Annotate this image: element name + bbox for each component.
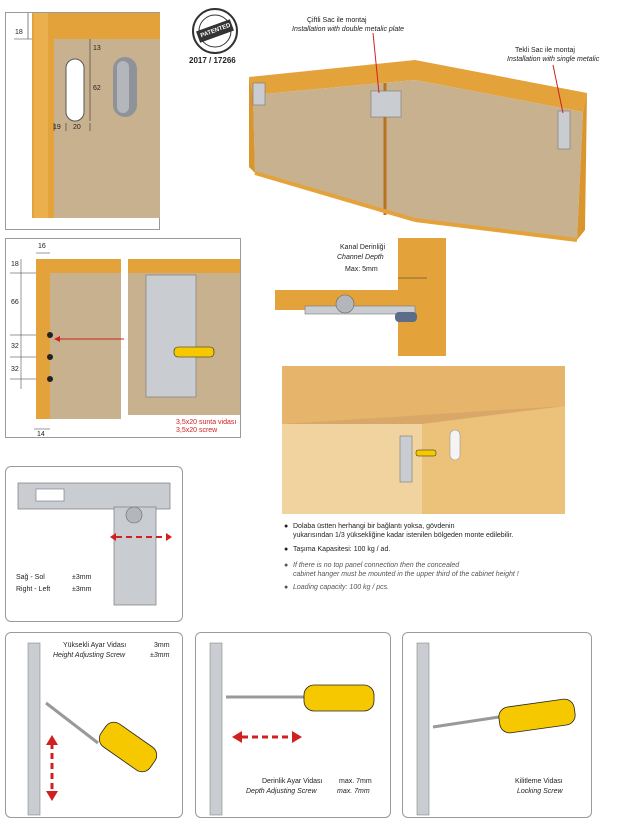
dim-top-offset: 18 bbox=[15, 29, 23, 36]
note-text: cabinet hanger must be mounted in the upper third of the cabinet height ! bbox=[293, 571, 519, 578]
bottom-title-tr: Kilitleme Vidası bbox=[515, 778, 563, 785]
channel-depth-detail bbox=[275, 238, 455, 358]
adjust-row-label: Right - Left bbox=[16, 586, 51, 593]
double-plate-label-tr: Çiftli Sac ile montaj bbox=[307, 17, 367, 24]
plate-dimension-panel bbox=[5, 12, 160, 230]
note-text: If there is no top panel connection then the concealed bbox=[293, 562, 460, 569]
height-adjust-drawing bbox=[6, 633, 184, 819]
bullet-icon: ● bbox=[284, 584, 289, 591]
dim-section-bottom: 14 bbox=[37, 431, 45, 438]
adjust-drawing bbox=[6, 467, 184, 623]
bottom-value-tr: max. 7mm bbox=[339, 778, 372, 785]
bullet-icon: ● bbox=[284, 523, 289, 530]
channel-title-en: Channel Depth bbox=[337, 254, 384, 261]
note-text: Taşıma Kapasitesi: 100 kg / ad. bbox=[293, 546, 391, 553]
bottom-value-en: ±3mm bbox=[150, 652, 170, 659]
bottom-value-en: max. 7mm bbox=[337, 788, 370, 795]
dim-slot-top: 13 bbox=[93, 45, 101, 52]
depth-adjust-panel bbox=[195, 632, 391, 818]
screw-label-tr: 3,5x20 sunta vidası bbox=[176, 419, 237, 426]
adjust-row-value: ±3mm bbox=[72, 574, 92, 581]
locking-screw-drawing bbox=[403, 633, 593, 819]
note-text: yukarısından 1/3 yüksekliğine kadar istenilen bölgeden monte edilebilir. bbox=[293, 532, 514, 539]
plate-drawing bbox=[6, 13, 161, 231]
cabinet-drawing bbox=[245, 5, 615, 240]
dim-section-66: 66 bbox=[11, 299, 19, 306]
section-drawing bbox=[6, 239, 242, 439]
stamp-number: 2017 / 17266 bbox=[189, 56, 236, 65]
dim-slot-width: 20 bbox=[73, 124, 81, 131]
bullet-icon: ● bbox=[284, 546, 289, 553]
channel-max: Max: 5mm bbox=[345, 266, 378, 273]
patented-stamp bbox=[185, 5, 245, 67]
notes-block bbox=[284, 519, 614, 599]
cabinet-view bbox=[245, 5, 615, 240]
channel-title-tr: Kanal Derinliği bbox=[340, 244, 386, 251]
dim-section-top: 16 bbox=[38, 243, 46, 250]
dim-slot-height: 62 bbox=[93, 85, 101, 92]
locking-screw-panel bbox=[402, 632, 592, 818]
dim-section-left-top: 18 bbox=[11, 261, 19, 268]
section-panel bbox=[5, 238, 241, 438]
adjust-row-value: ±3mm bbox=[72, 586, 92, 593]
stamp-top-text: PATENTED bbox=[199, 22, 232, 40]
screw-label-en: 3,5x20 screw bbox=[176, 427, 218, 434]
cabinet-interior-view bbox=[282, 366, 565, 514]
double-plate-label-en: Installation with double metalic plate bbox=[292, 26, 405, 33]
note-text: Dolaba üstten herhangi bir bağlantı yoksa, gövdenin bbox=[293, 523, 455, 530]
bottom-title-en: Locking Screw bbox=[517, 788, 563, 795]
bottom-value-tr: 3mm bbox=[154, 642, 170, 649]
single-plate-label-en: Installation with single metalic bbox=[507, 56, 600, 63]
bottom-title-tr: Derinlik Ayar Vidası bbox=[262, 778, 323, 785]
adjust-panel bbox=[5, 466, 183, 622]
single-plate-label-tr: Tekli Sac ile montaj bbox=[515, 47, 575, 54]
adjust-row-label: Sağ - Sol bbox=[16, 574, 45, 581]
dim-left-edge: 19 bbox=[53, 124, 61, 131]
bullet-icon: ● bbox=[284, 562, 289, 569]
note-text: Loading capacity: 100 kg / pcs. bbox=[293, 584, 390, 591]
bottom-title-en: Height Adjusting Screw bbox=[53, 652, 126, 659]
dim-section-32b: 32 bbox=[11, 366, 19, 373]
dim-section-32a: 32 bbox=[11, 343, 19, 350]
interior-drawing bbox=[282, 366, 565, 514]
bottom-title-tr: Yüksekli Ayar Vidası bbox=[63, 642, 127, 649]
bottom-title-en: Depth Adjusting Screw bbox=[246, 788, 317, 795]
height-adjust-panel bbox=[5, 632, 183, 818]
